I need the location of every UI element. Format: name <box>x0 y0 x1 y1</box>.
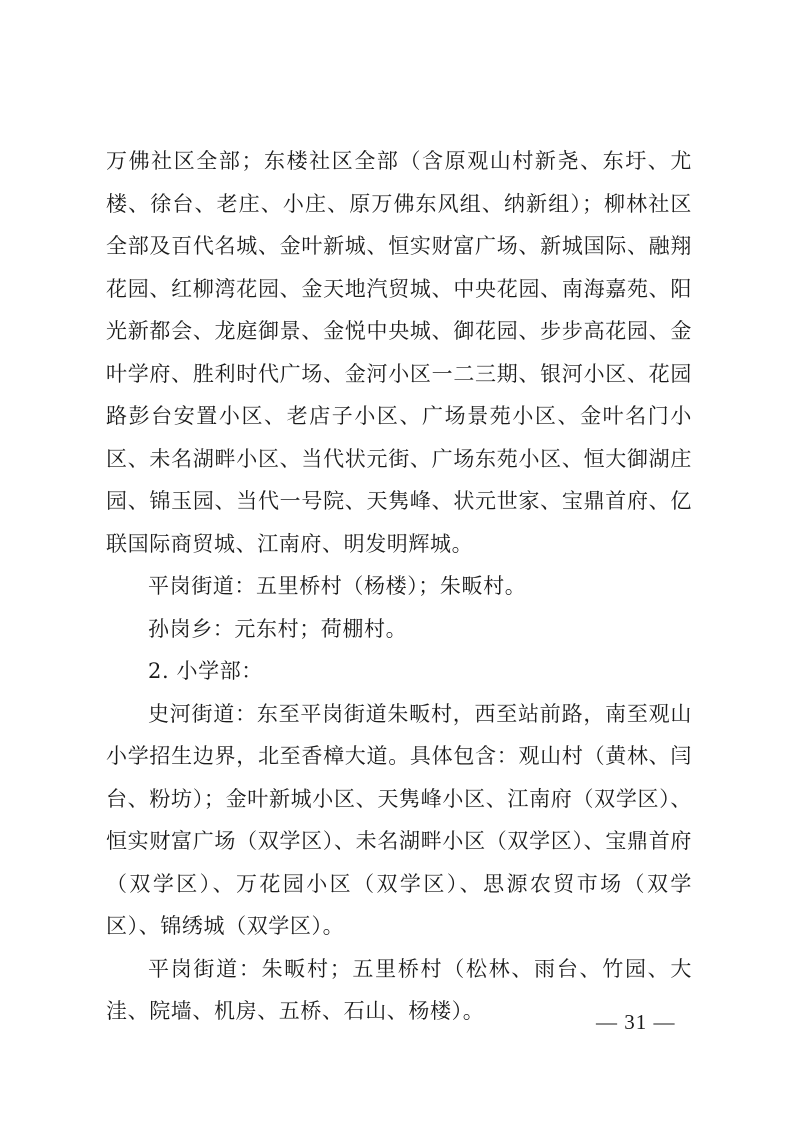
paragraph-shihe-street: 史河街道：东至平岗街道朱畈村，西至站前路，南至观山小学招生边界，北至香樟大道。具体包含：观山村（黄林、闫台、粉坊）；金叶新城小区、天隽峰小区、江南府（双学区）、恒实财富广场（双学区）、未名湖畔小区（双学区）、宝鼎首府（双学区）、万花园小区（双学区）、思源农贸市场（双学区）、锦绣城（双学区）。 <box>106 701 692 938</box>
body-text <box>106 140 692 1033</box>
paragraph-pinggang-street: 平岗街道：五里桥村（杨楼）；朱畈村。 <box>148 574 527 598</box>
section-heading-primary-school: 2. 小学部： <box>148 659 263 683</box>
paragraph-pinggang-street-primary: 平岗街道：朱畈村；五里桥村（松林、雨台、竹园、大洼、院墙、机房、五桥、石山、杨楼）。 <box>106 956 692 1023</box>
paragraph-sungang-township: 孙岗乡：元东村；荷棚村。 <box>148 616 408 641</box>
paragraph-community-list: 万佛社区全部；东楼社区全部（含原观山村新尧、东圩、尤楼、徐台、老庄、小庄、原万佛东风组、纳新组）；柳林社区全部及百代名城、金叶新城、恒实财富广场、新城国际、融翔花园、红柳湾花园、金天地汽贸城、中央花园、南海嘉苑、阳光新都会、龙庭御景、金悦中央城、御花园、步步高花园、金叶学府、胜利时代广场、金河小区一二三期、银河小区、花园路彭台安置小区、老店子小区、广场景苑小区、金叶名门小区、未名湖畔小区、当代状元街、广场东苑小区、恒大御湖庄园、锦玉园、当代一号院、天隽峰、状元世家、宝鼎首府、亿联国际商贸城、江南府、明发明辉城。 <box>106 149 692 556</box>
page-number: — 31 — <box>596 1010 676 1034</box>
